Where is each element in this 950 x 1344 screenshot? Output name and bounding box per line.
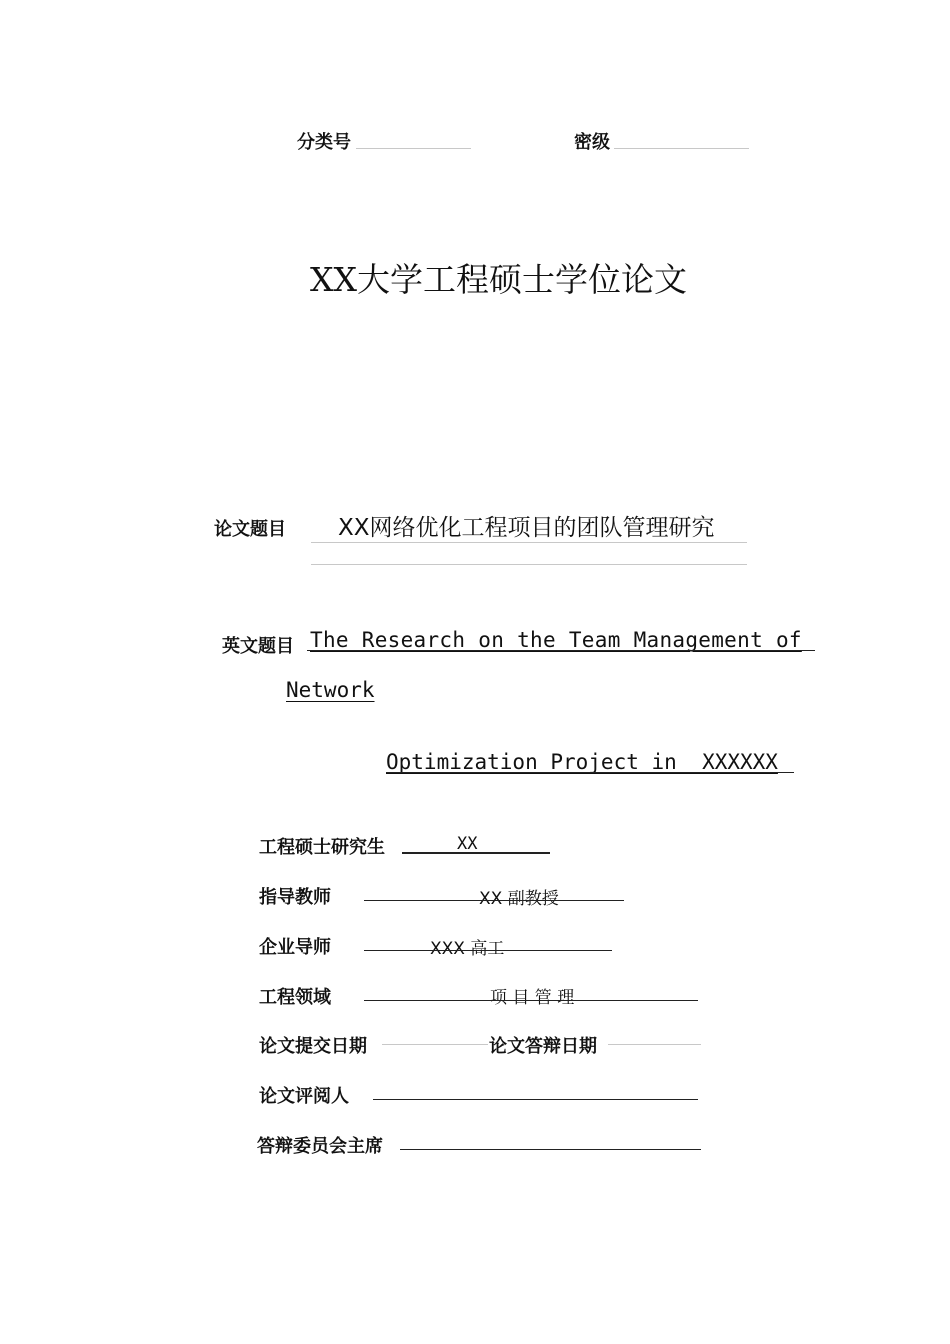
submit-date-label: 论文提交日期 <box>259 1036 367 1057</box>
en-title-label: 英文题目 <box>222 636 294 657</box>
cn-title-underline-1 <box>311 542 747 543</box>
en-title-line-1: The Research on the Team Management of <box>310 628 802 652</box>
enterprise-advisor-field[interactable] <box>364 950 612 951</box>
advisor-label: 指导教师 <box>259 887 331 908</box>
submit-date-field[interactable] <box>382 1044 488 1045</box>
defense-date-label: 论文答辩日期 <box>489 1036 597 1057</box>
en-title-underline-3 <box>386 772 794 773</box>
student-value: XX <box>457 834 478 854</box>
advisor-value: XX 副教授 <box>479 889 559 909</box>
cn-title-underline-2 <box>311 564 747 565</box>
advisor-field[interactable] <box>364 900 624 901</box>
secrecy-field[interactable] <box>614 148 749 149</box>
en-title-line-2: Network <box>286 678 375 702</box>
en-title-line-3: Optimization Project in XXXXXX <box>386 750 778 774</box>
cn-title-value: XX网络优化工程项目的团队管理研究 <box>338 515 715 541</box>
student-field[interactable] <box>402 852 550 854</box>
enterprise-advisor-label: 企业导师 <box>259 937 331 958</box>
enterprise-advisor-value: XXX 高工 <box>430 939 505 959</box>
page-title: XX大学工程硕士学位论文 <box>310 260 687 299</box>
domain-label: 工程领域 <box>259 987 331 1008</box>
domain-field[interactable] <box>364 1000 698 1001</box>
student-label: 工程硕士研究生 <box>259 837 385 858</box>
defense-date-field[interactable] <box>608 1044 701 1045</box>
classification-field[interactable] <box>356 148 471 149</box>
en-title-underline-1 <box>307 650 815 651</box>
classification-label: 分类号 <box>297 132 351 153</box>
secrecy-label: 密级 <box>574 132 610 153</box>
reviewer-field[interactable] <box>373 1099 698 1100</box>
reviewer-label: 论文评阅人 <box>259 1086 349 1107</box>
committee-chair-label: 答辩委员会主席 <box>257 1136 383 1157</box>
cn-title-label: 论文题目 <box>214 519 286 540</box>
committee-chair-field[interactable] <box>400 1149 701 1150</box>
domain-value: 项 目 管 理 <box>490 988 575 1008</box>
